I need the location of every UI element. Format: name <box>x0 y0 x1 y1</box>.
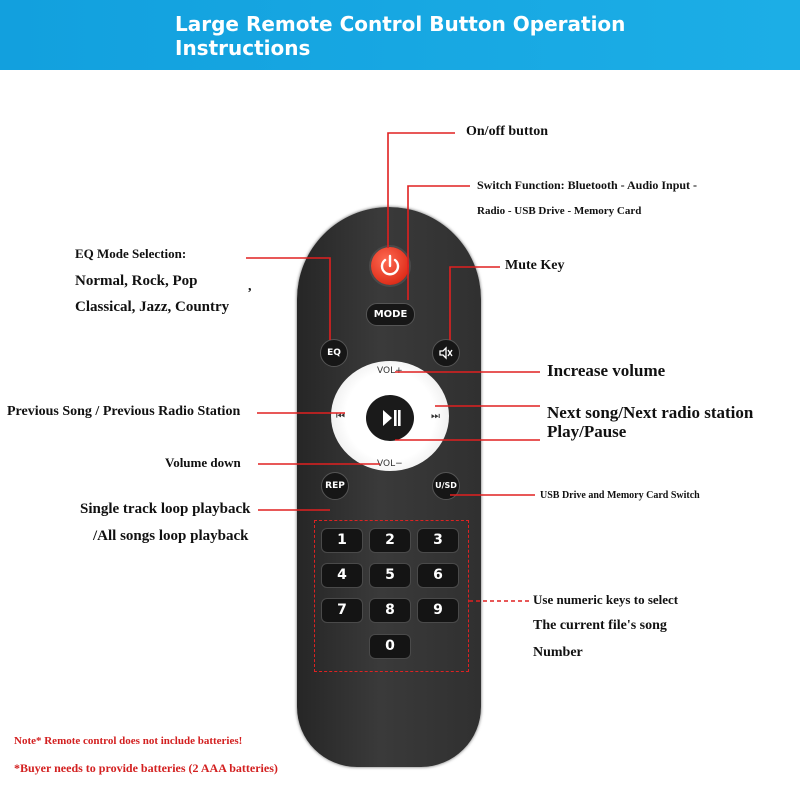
battery-requirement-note: *Buyer needs to provide batteries (2 AAA batteries) <box>14 761 278 775</box>
label-mode-line-2: Radio - USB Drive - Memory Card <box>477 205 642 217</box>
key-6-button[interactable]: 6 <box>417 563 459 588</box>
label-eq-mark: , <box>248 279 252 294</box>
label-vol-up: Increase volume <box>547 361 666 380</box>
leader-eq <box>246 258 330 340</box>
key-0-button[interactable]: 0 <box>369 634 411 659</box>
label-play: Play/Pause <box>547 422 627 441</box>
label-numeric-line-2: The current file's song <box>533 618 667 633</box>
label-rep-line-2: /All songs loop playback <box>93 528 249 544</box>
label-vol-down: Volume down <box>165 455 241 470</box>
mode-button[interactable]: MODE <box>366 303 415 326</box>
label-mute: Mute Key <box>505 258 565 273</box>
key-7-button[interactable]: 7 <box>321 598 363 623</box>
label-mode-line-1: Switch Function: Bluetooth - Audio Input - <box>477 178 698 192</box>
usb-sd-button[interactable]: U/SD <box>432 472 460 500</box>
label-usd: USB Drive and Memory Card Switch <box>540 490 700 501</box>
leader-mute <box>450 267 500 340</box>
label-power: On/off button <box>466 124 549 139</box>
label-numeric-line-3: Number <box>533 645 583 660</box>
key-5-button[interactable]: 5 <box>369 563 411 588</box>
key-3-button[interactable]: 3 <box>417 528 459 553</box>
eq-button[interactable]: EQ <box>320 339 348 367</box>
label-eq-line-1: EQ Mode Selection: <box>75 246 187 261</box>
label-eq-line-3: Classical, Jazz, Country <box>75 299 230 315</box>
key-1-button[interactable]: 1 <box>321 528 363 553</box>
next-track-button[interactable]: ⏭ <box>431 411 440 422</box>
label-rep-line-1: Single track loop playback <box>80 501 251 517</box>
vol-down-button[interactable]: VOL− <box>377 459 403 469</box>
leader-power <box>388 133 455 248</box>
repeat-button[interactable]: REP <box>321 472 349 500</box>
leader-mode <box>408 186 470 300</box>
label-next: Next song/Next radio station <box>547 403 754 422</box>
title-line-2: Instructions <box>175 36 311 60</box>
title-line-1: Large Remote Control Button Operation <box>175 12 626 36</box>
key-9-button[interactable]: 9 <box>417 598 459 623</box>
label-eq-line-2: Normal, Rock, Pop <box>75 273 198 289</box>
battery-note: Note* Remote control does not include batteries! <box>14 735 243 747</box>
label-prev: Previous Song / Previous Radio Station <box>7 404 241 419</box>
label-numeric-line-1: Use numeric keys to select <box>533 592 679 607</box>
key-8-button[interactable]: 8 <box>369 598 411 623</box>
key-4-button[interactable]: 4 <box>321 563 363 588</box>
vol-up-button[interactable]: VOL+ <box>377 366 403 376</box>
key-2-button[interactable]: 2 <box>369 528 411 553</box>
previous-track-button[interactable]: ⏮ <box>336 411 345 422</box>
